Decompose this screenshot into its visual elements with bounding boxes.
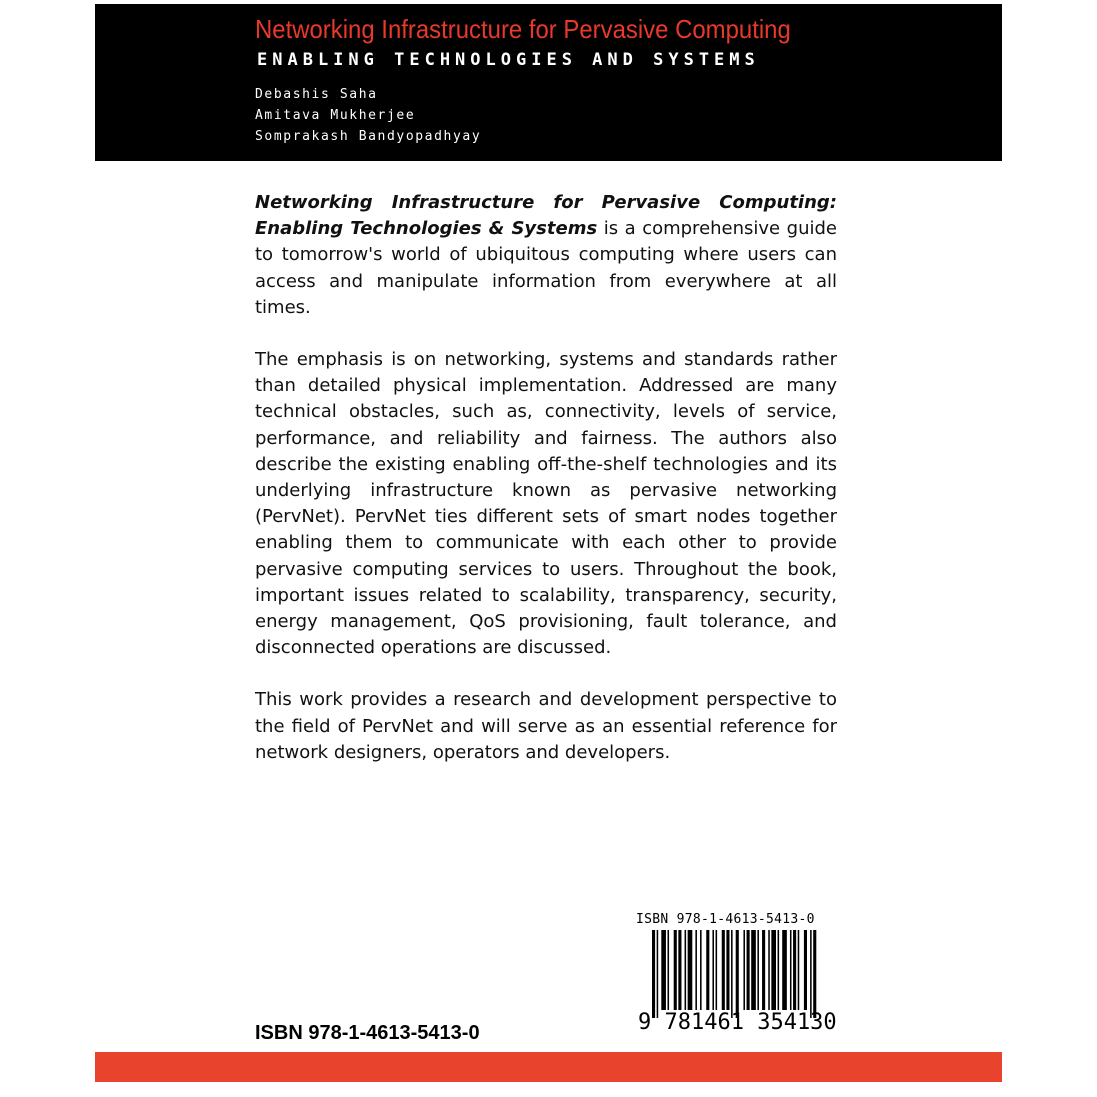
barcode-isbn-label: ISBN 978-1-4613-5413-0 bbox=[636, 912, 815, 927]
barcode-bar bbox=[712, 930, 714, 1010]
barcode-digits: 9 781461 354130 bbox=[638, 1010, 837, 1035]
barcode-bar bbox=[652, 930, 655, 1018]
barcode-bar bbox=[751, 930, 756, 1010]
description-paragraph bbox=[255, 190, 837, 321]
barcode-bar bbox=[716, 930, 718, 1010]
barcode-bar bbox=[661, 930, 666, 1010]
author-list bbox=[255, 84, 481, 147]
description-title: Networking Infrastructure for Pervasive Computing: Enabling Technologies & Systems bbox=[255, 192, 837, 240]
barcode-bar bbox=[674, 930, 677, 1010]
barcode-bar bbox=[678, 930, 681, 1010]
barcode-bar bbox=[668, 930, 670, 1010]
barcode-bar bbox=[810, 930, 812, 1018]
barcode-bar bbox=[790, 930, 792, 1010]
barcode-bar bbox=[771, 930, 776, 1010]
barcode-bars bbox=[632, 930, 858, 1020]
barcode-bar bbox=[782, 930, 787, 1010]
isbn-number: ISBN 978-1-4613-5413-0 bbox=[255, 1022, 480, 1044]
barcode-bar bbox=[768, 930, 770, 1010]
barcode bbox=[632, 912, 858, 1038]
barcode-bar bbox=[757, 930, 759, 1010]
footer-bar bbox=[95, 1052, 1002, 1082]
barcode-bar bbox=[726, 930, 729, 1010]
cover-header bbox=[95, 4, 1002, 161]
barcode-bar bbox=[695, 930, 697, 1010]
barcode-bar bbox=[743, 930, 745, 1010]
book-title: Networking Infrastructure for Pervasive Computing bbox=[255, 14, 791, 44]
book-subtitle: ENABLING TECHNOLOGIES AND SYSTEMS bbox=[257, 50, 760, 70]
author-name: Amitava Mukherjee bbox=[255, 108, 416, 123]
book-description bbox=[255, 190, 837, 792]
barcode-bar bbox=[793, 930, 796, 1010]
barcode-bar bbox=[722, 930, 725, 1010]
barcode-bar bbox=[706, 930, 709, 1010]
barcode-bar bbox=[813, 930, 816, 1018]
description-text: is a comprehensive guide to tomorrow's world of ubiquitous computing where users can access and manipulate information from everywhere at all times. bbox=[255, 218, 838, 318]
barcode-bar bbox=[700, 930, 702, 1010]
barcode-bar bbox=[798, 930, 800, 1010]
barcode-bar bbox=[657, 930, 659, 1018]
barcode-bar bbox=[685, 930, 687, 1010]
barcode-bar bbox=[736, 930, 739, 1018]
barcode-bar bbox=[778, 930, 780, 1010]
barcode-bar bbox=[762, 930, 765, 1010]
barcode-bar bbox=[804, 930, 807, 1010]
author-name: Somprakash Bandyopadhyay bbox=[255, 129, 482, 144]
barcode-bar bbox=[731, 930, 733, 1018]
author-name: Debashis Saha bbox=[255, 87, 378, 102]
barcode-bar bbox=[747, 930, 750, 1010]
barcode-bar bbox=[688, 930, 693, 1010]
description-paragraph: This work provides a research and development perspective to the field of PervNet and will serve as an essential reference for network designers, operators and developers. bbox=[255, 689, 837, 763]
description-paragraph: The emphasis is on networking, systems and standards rather than detailed physical implementation. Addressed are many technical obstacles, such as, connectivity, levels of service, performance, and reliability and fairness. The authors also describe the existing enabling off-the-shelf technologies and its underlying infrastructure known as pervasive networking (PervNet). PervNet ties different sets of smart nodes together enabling them to communicate with each other to provide pervasive computing services to users. Throughout the book, important issues related to scalability, transparency, security, energy management, QoS provisioning, fault tolerance, and disconnected operations are discussed. bbox=[255, 349, 837, 659]
